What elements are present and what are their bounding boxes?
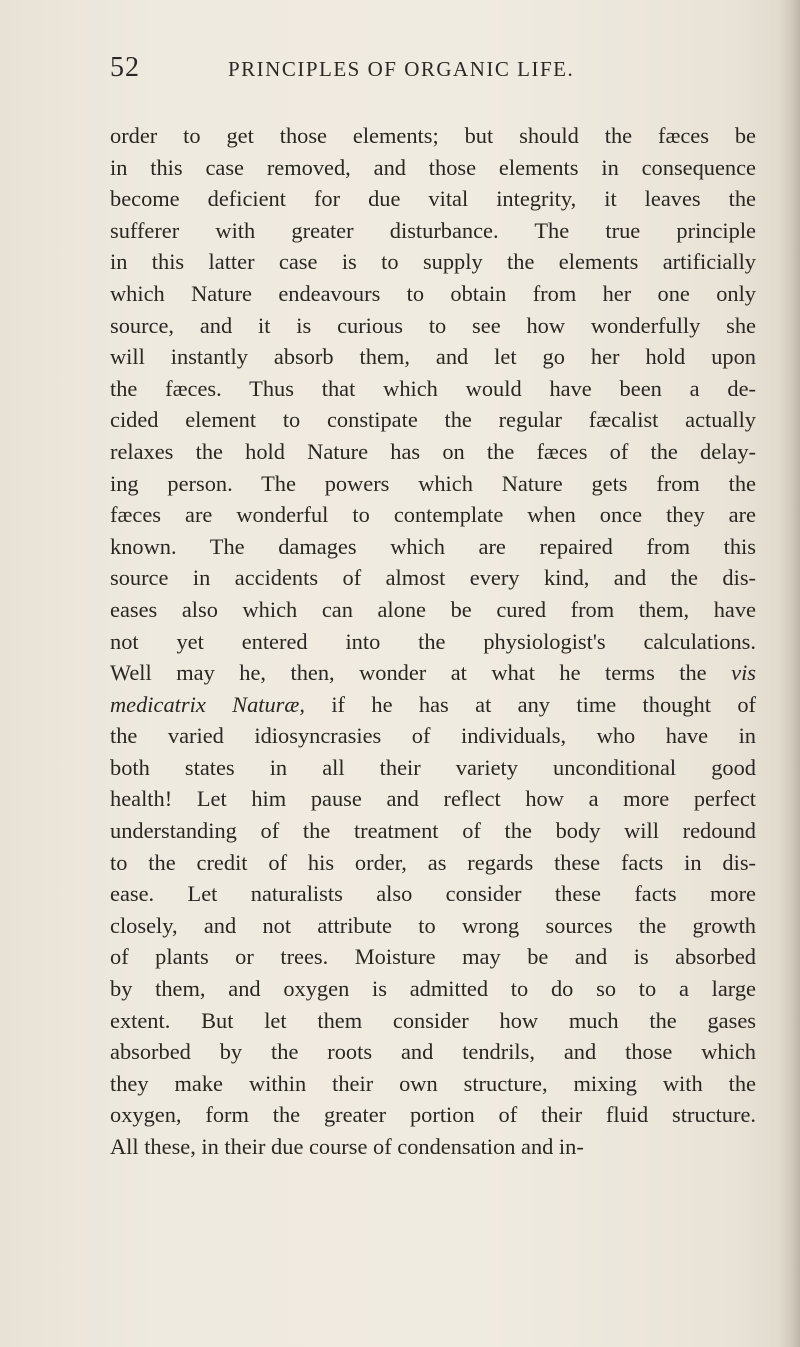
text-line: not yet entered into the physiologist's calculations. <box>110 628 756 654</box>
text-line: ease. Let naturalists also consider these facts more <box>110 881 756 907</box>
text-line: they make within their own structure, mixing with the <box>110 1070 756 1096</box>
text-line: the varied idiosyncrasies of individuals, who have in <box>110 723 756 749</box>
text-line: of plants or trees. Moisture may be and is absorbed <box>110 944 756 970</box>
text-segment: if he has at any time thought of <box>331 691 757 717</box>
text-line: oxygen, form the greater portion of their fluid structure. <box>110 1102 756 1128</box>
text-line: to the credit of his order, as regards these facts in dis- <box>110 849 756 875</box>
text-segment: Well may he, then, wonder at what he terms the <box>110 660 707 686</box>
text-line: ing person. The powers which Nature gets from the <box>110 470 756 496</box>
text-line: understanding of the treatment of the body will redound <box>110 818 756 844</box>
text-line: the fæces. Thus that which would have been a de- <box>110 375 756 401</box>
text-line: health! Let him pause and reflect how a more perfect <box>110 786 756 812</box>
text-line: source in accidents of almost every kind, and the dis- <box>110 565 756 591</box>
page-edge-shadow <box>778 0 800 1347</box>
text-line: both states in all their variety unconditional good <box>110 754 756 780</box>
text-line: in this case removed, and those elements in consequence <box>110 154 756 180</box>
text-line: known. The damages which are repaired from this <box>110 533 756 559</box>
text-line: sufferer with greater disturbance. The true principle <box>110 217 756 243</box>
text-line: eases also which can alone be cured from them, have <box>110 596 756 622</box>
text-line: will instantly absorb them, and let go her hold upon <box>110 344 756 370</box>
text-line: become deficient for due vital integrity, it leaves the <box>110 186 756 212</box>
text-line: closely, and not attribute to wrong sources the growth <box>110 912 756 938</box>
text-line: extent. But let them consider how much the gases <box>110 1007 756 1033</box>
text-line: relaxes the hold Nature has on the fæces of the delay- <box>110 438 756 464</box>
text-line: absorbed by the roots and tendrils, and those which <box>110 1039 756 1065</box>
text-line: cided element to constipate the regular fæcalist actually <box>110 407 756 433</box>
text-line: source, and it is curious to see how wonderfully she <box>110 312 756 338</box>
text-line <box>110 657 756 689</box>
running-head <box>110 52 740 86</box>
page-number: 52 <box>110 52 140 83</box>
text-line: by them, and oxygen is admitted to do so to a large <box>110 976 756 1002</box>
running-title: PRINCIPLES OF ORGANIC LIFE. <box>228 57 575 81</box>
text-line <box>110 689 756 721</box>
italic-term-medicatrix: medicatrix Naturæ, <box>110 691 305 717</box>
text-line: fæces are wonderful to contemplate when once they are <box>110 502 756 528</box>
body-paragraph <box>110 120 756 1163</box>
text-line: in this latter case is to supply the elements artificially <box>110 249 756 275</box>
text-line: order to get those elements; but should the fæces be <box>110 123 756 148</box>
text-line: which Nature endeavours to obtain from her one only <box>110 280 756 306</box>
italic-term-vis: vis <box>731 660 756 686</box>
text-line: All these, in their due course of condensation and in- <box>110 1134 584 1159</box>
